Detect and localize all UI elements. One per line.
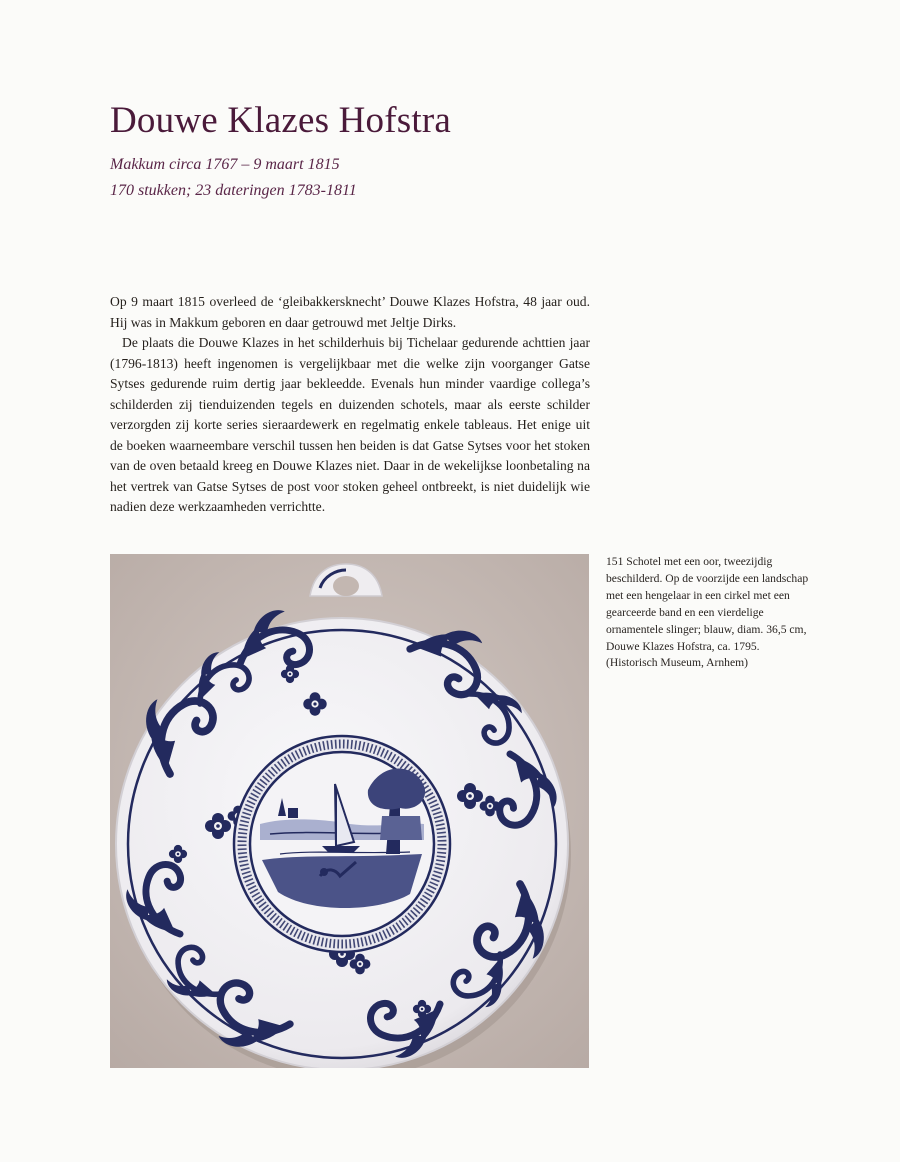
page-title: Douwe Klazes Hofstra — [110, 100, 451, 141]
dish-photograph — [110, 554, 589, 1068]
figure-caption: 151 Schotel met een oor, tweezijdig beschilderd. Op de voorzijde een landschap met een hengelaar in een cirkel met een gearceerde band en een vierdelige ornamentele slinger; blauw, diam. 36,5 cm, Douwe Klazes Hofstra, ca. 1795. (Historisch Museum, Arnhem) — [606, 555, 809, 670]
body-text — [110, 292, 590, 518]
paragraph-1: Op 9 maart 1815 overleed de ‘gleibakkersknecht’ Douwe Klazes Hofstra, 48 jaar oud. Hij was in Makkum geboren en daar getrouwd met Jeltje Dirks. — [110, 294, 590, 330]
paragraph-2: De plaats die Douwe Klazes in het schilderhuis bij Tichelaar gedurende achttien jaar (1796-1813) heeft ingenomen is vergelijkbaar met die welke zijn voorganger Gatse Sytses gedurende ruim dertig jaar bekleedde. Evenals hun minder vaardige collega’s schilderden zij tienduizenden tegels en duizenden schotels, maar als eerste schilder verzorgden zij korte series sieraardewerk en regelmatig enkele tableaus. Het enige uit de boeken waarneembare verschil tussen hen beiden is dat Gatse Sytses voor het stoken van de oven betaald kreeg en Douwe Klazes niet. Daar in de wekelijkse loonbetaling na het vertrek van Gatse Sytses de post voor stoken geheel ontbreekt, is niet duidelijk wie nadien deze werkzaamheden verrichtte. — [110, 335, 590, 514]
subtitle-pieces: 170 stukken; 23 dateringen 1783-1811 — [110, 182, 357, 199]
subtitle-dates: Makkum circa 1767 – 9 maart 1815 — [110, 156, 340, 173]
subtitle — [110, 152, 357, 204]
